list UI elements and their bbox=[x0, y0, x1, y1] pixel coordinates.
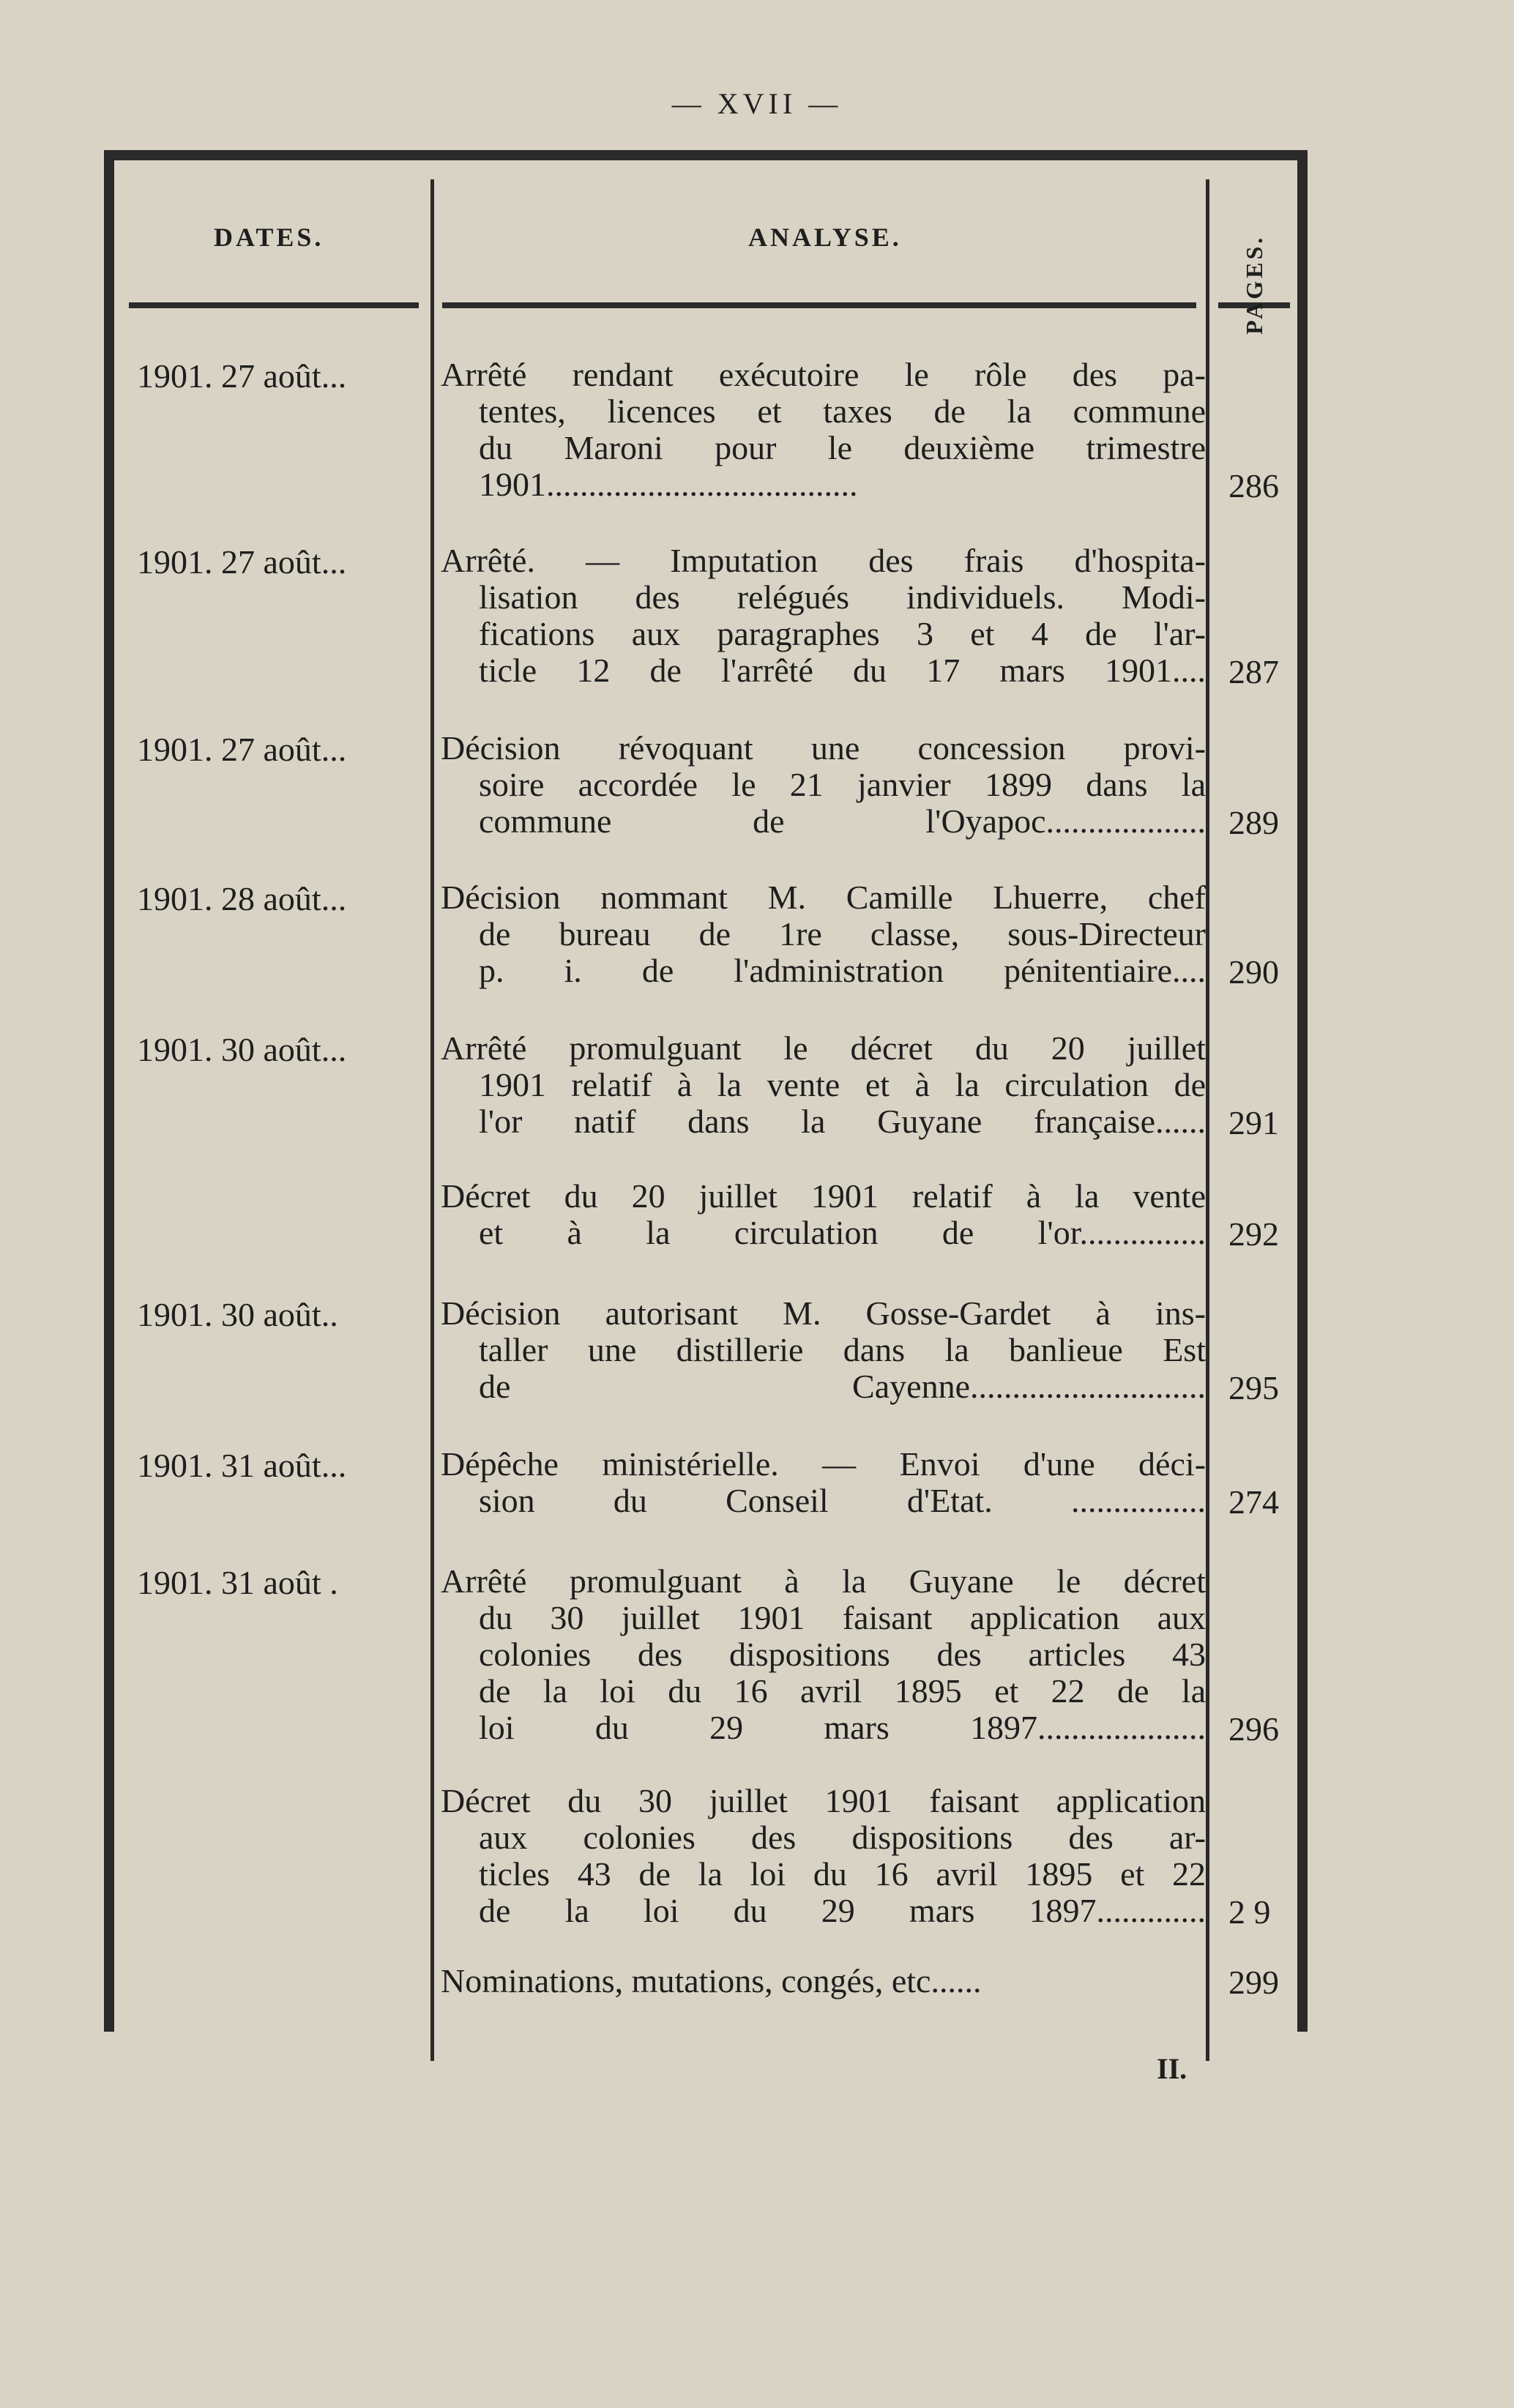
entry-analyse bbox=[441, 1030, 1206, 1140]
entry-analyse bbox=[441, 879, 1206, 989]
analyse-line: fications aux paragraphes 3 et 4 de l'ar- bbox=[479, 615, 1206, 652]
analyse-line: lisation des relégués individuels. Modi- bbox=[479, 578, 1206, 616]
analyse-line: p. i. de l'administration pénitentiaire.... bbox=[479, 952, 1206, 989]
analyse-line: loi du 29 mars 1897.................... bbox=[479, 1709, 1206, 1746]
analyse-line: commune de l'Oyapoc................... bbox=[479, 802, 1206, 840]
entry-page: 286 bbox=[1228, 467, 1279, 504]
analyse-line: du Maroni pour le deuxième trimestre bbox=[479, 429, 1206, 466]
entry-date: 1901. 30 août.. bbox=[137, 1296, 338, 1333]
analyse-line: de Cayenne............................ bbox=[479, 1368, 1206, 1405]
column-header-analyse: ANALYSE. bbox=[748, 223, 902, 252]
analyse-line: taller une distillerie dans la banlieue Est bbox=[479, 1331, 1206, 1368]
entry-date: 1901. 28 août... bbox=[137, 880, 347, 917]
entry-date: 1901. 27 août... bbox=[137, 357, 347, 395]
entry-page: 292 bbox=[1228, 1215, 1279, 1253]
dates-header-rule bbox=[129, 302, 419, 308]
entry-analyse bbox=[441, 1563, 1206, 1746]
signature-mark: II. bbox=[1157, 2052, 1187, 2085]
analyse-line: Dépêche ministérielle. — Envoi d'une déci- bbox=[441, 1445, 1206, 1483]
entry-page: 290 bbox=[1228, 953, 1279, 991]
entry-analyse bbox=[441, 1783, 1206, 1929]
analyse-line: de la loi du 29 mars 1897............. bbox=[479, 1892, 1206, 1929]
entry-date: 1901. 27 août... bbox=[137, 731, 347, 768]
entry-analyse bbox=[441, 1178, 1206, 1251]
entry-analyse bbox=[441, 357, 1206, 503]
analyse-line: Nominations, mutations, congés, etc...... bbox=[441, 1962, 982, 1999]
entry-page: 287 bbox=[1228, 653, 1279, 690]
right-border bbox=[1297, 150, 1308, 2032]
entry-analyse bbox=[441, 1963, 1206, 1999]
entry-page: 299 bbox=[1228, 1964, 1279, 2001]
analyse-line: Décret du 20 juillet 1901 relatif à la vente bbox=[441, 1177, 1206, 1215]
entry-page: 274 bbox=[1228, 1483, 1279, 1521]
column-header-dates: DATES. bbox=[214, 223, 324, 252]
entry-analyse bbox=[441, 1446, 1206, 1519]
entry-analyse bbox=[441, 1295, 1206, 1405]
entry-page: 289 bbox=[1228, 804, 1279, 841]
entry-analyse bbox=[441, 543, 1206, 689]
analyse-line: 1901..................................... bbox=[479, 466, 858, 503]
entry-date: 1901. 30 août... bbox=[137, 1031, 347, 1068]
page-number: — XVII — bbox=[671, 87, 843, 120]
entry-date: 1901. 31 août... bbox=[137, 1447, 347, 1484]
entry-analyse bbox=[441, 730, 1206, 840]
analyse-line: aux colonies des dispositions des ar- bbox=[479, 1819, 1206, 1856]
analyse-line: Arrêté rendant exécutoire le rôle des pa- bbox=[441, 356, 1206, 393]
analyse-line: de bureau de 1re classe, sous-Directeur bbox=[479, 915, 1206, 953]
analyse-line: colonies des dispositions des articles 43 bbox=[479, 1636, 1206, 1673]
entry-page: 295 bbox=[1228, 1369, 1279, 1406]
analyse-line: ticles 43 de la loi du 16 avril 1895 et 22 bbox=[479, 1855, 1206, 1893]
entry-page: 291 bbox=[1228, 1104, 1279, 1141]
analyse-line: soire accordée le 21 janvier 1899 dans la bbox=[479, 766, 1206, 803]
dates-divider bbox=[430, 179, 434, 2061]
analyse-line: Arrêté promulguant à la Guyane le décret bbox=[441, 1562, 1206, 1600]
analyse-line: Arrêté. — Imputation des frais d'hospita- bbox=[441, 542, 1206, 579]
analyse-line: Décision nommant M. Camille Lhuerre, chef bbox=[441, 879, 1206, 916]
index-table bbox=[104, 150, 1308, 2032]
analyse-line: 1901 relatif à la vente et à la circulation de bbox=[479, 1066, 1206, 1103]
top-rule bbox=[104, 150, 1308, 160]
pages-divider bbox=[1206, 179, 1209, 2061]
analyse-line: Décret du 30 juillet 1901 faisant application bbox=[441, 1782, 1206, 1819]
analyse-line: de la loi du 16 avril 1895 et 22 de la bbox=[479, 1672, 1206, 1710]
analyse-line: l'or natif dans la Guyane française...... bbox=[479, 1103, 1206, 1140]
analyse-line: Décision autorisant M. Gosse-Gardet à ins- bbox=[441, 1294, 1206, 1332]
analyse-line: tentes, licences et taxes de la commune bbox=[479, 392, 1206, 430]
analyse-line: Arrêté promulguant le décret du 20 juillet bbox=[441, 1029, 1206, 1067]
analyse-line: et à la circulation de l'or............... bbox=[479, 1214, 1206, 1251]
entry-page: 2 9 bbox=[1228, 1893, 1271, 1931]
analyse-line: sion du Conseil d'Etat. ................ bbox=[479, 1482, 1206, 1519]
entry-date: 1901. 27 août... bbox=[137, 543, 347, 581]
entry-page: 296 bbox=[1228, 1710, 1279, 1748]
analyse-line: du 30 juillet 1901 faisant application aux bbox=[479, 1599, 1206, 1636]
column-header-pages: PAGES. bbox=[1241, 234, 1267, 335]
analyse-line: Décision révoquant une concession provi- bbox=[441, 729, 1206, 767]
entry-date: 1901. 31 août . bbox=[137, 1564, 338, 1601]
analyse-line: ticle 12 de l'arrêté du 17 mars 1901.... bbox=[479, 652, 1206, 689]
analyse-header-rule bbox=[442, 302, 1196, 308]
left-border bbox=[104, 150, 114, 2032]
